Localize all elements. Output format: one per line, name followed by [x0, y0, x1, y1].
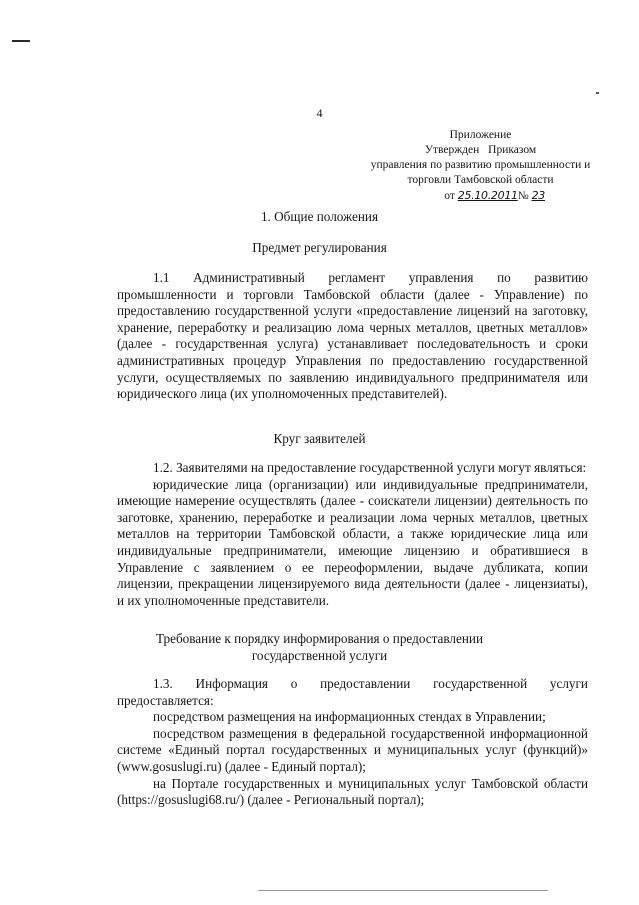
paragraph-body: юридические лица (организации) или индивидуальные предприниматели, имеющие намерение осуществлять (далее - соискатели лицензии) деятельность по заготовке, хранению, переработке и реализации лома черных металлов, цветных металлов на территории Тамбовской области, а также юридические лица или индивидуальные предприниматели, имеющие лицензию и обратившиеся в Управление с заявлением о ее переоформлении, выдаче дубликата, копии лицензии, прекращении лицензируемого вида деятельности (далее - лицензиаты), и их уполномоченные представители. [117, 476, 588, 608]
list-item: посредством размещения в федеральной государственной информационной системе «Единый портал государственных и муниципальных услуг (функций)» (www.gosuslugi.ru) (далее - Единый портал); [117, 725, 588, 774]
info-heading-line2: государственной услуги [251, 648, 388, 663]
scan-mark [12, 40, 30, 42]
date-prefix: от [444, 190, 455, 202]
paragraph-text: 1.1 Административный регламент управления по развитию промышленности и торговли Тамбовской области (далее - Управление) по предоставлению государственной услуги «предоставление лицензий на заготовку, хранение, переработку и реализацию лома черных металлов, цветных металлов» (далее - государственная услуга) устанавливает последовательность и сроки административных процедур Управления по предоставлению государственной услуги, осуществляемых по заявлению индивидуального предпринимателя или юридического лица (их уполномоченных представителей). [117, 270, 588, 402]
approval-region: торговли Тамбовской области [407, 174, 554, 186]
list-item: посредством размещения на информационных стендах в Управлении; [153, 709, 546, 725]
paragraph-1-3 [117, 676, 588, 809]
applicants-heading: Круг заявителей [273, 431, 366, 446]
handwritten-date: 25.10.2011 [457, 189, 518, 202]
paragraph-1-2 [117, 460, 588, 609]
info-heading-line1: Требование к порядку информирования о предоставлении [155, 631, 484, 646]
page-number: 4 [316, 106, 323, 120]
section-title: 1. Общие положения [260, 209, 379, 224]
scan-speck [596, 92, 599, 94]
approval-authority: управления по развитию промышленности и [370, 159, 591, 171]
handwritten-number: 23 [531, 189, 545, 202]
scan-bottom-edge [258, 890, 548, 891]
number-sign: № [517, 190, 529, 202]
paragraph-1-1 [117, 270, 588, 403]
paragraph-intro: 1.3. Информация о предоставлении государственной услуги предоставляется: [117, 676, 588, 708]
list-item: на Портале государственных и муниципальных услуг Тамбовской области (https://gosuslugi68.ru/) (далее - Региональный портал); [117, 775, 588, 808]
paragraph-intro: 1.2. Заявителями на предоставление государственной услуги могут являться: [153, 460, 587, 475]
approval-date-line [358, 188, 603, 204]
approval-appendix: Приложение [449, 129, 512, 141]
approval-block [358, 128, 603, 204]
subject-heading: Предмет регулирования [252, 240, 387, 255]
approval-approved: Утвержден Приказом [424, 144, 537, 156]
